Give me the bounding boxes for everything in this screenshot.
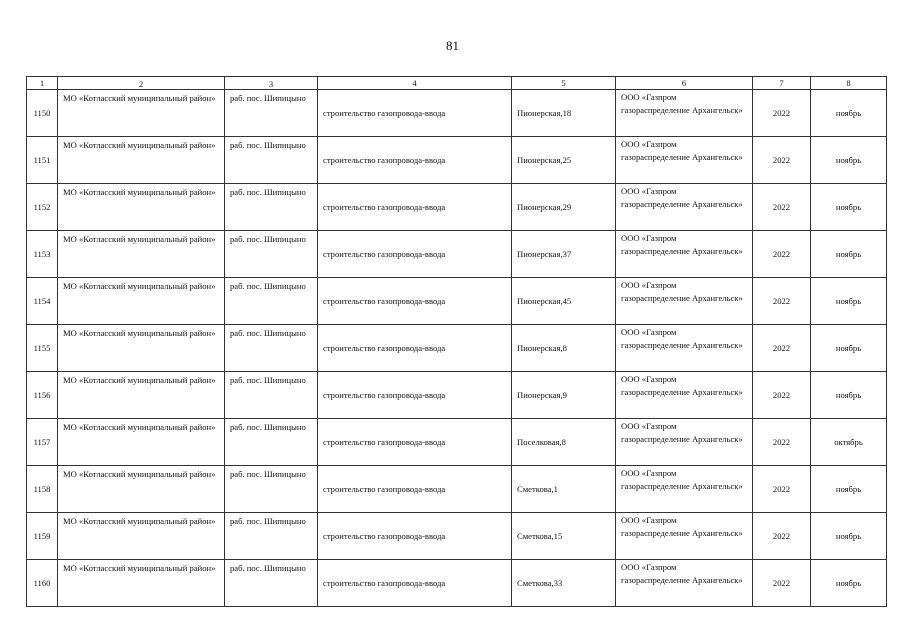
month-cell: ноябрь xyxy=(811,184,887,231)
row-number-cell: 1153 xyxy=(27,231,58,278)
settlement-cell: раб. пос. Шипицыно xyxy=(225,325,318,372)
address-cell: Пионерская,8 xyxy=(512,325,616,372)
column-header-8: 8 xyxy=(811,77,887,90)
column-header-7: 7 xyxy=(753,77,811,90)
settlement-cell: раб. пос. Шипицыно xyxy=(225,231,318,278)
address-cell: Пионерская,45 xyxy=(512,278,616,325)
address-cell: Пионерская,25 xyxy=(512,137,616,184)
work-type-cell: строительство газопровода-ввода xyxy=(318,231,512,278)
municipality-cell: МО «Котласский муниципальный район» xyxy=(58,184,225,231)
table-row xyxy=(27,137,887,184)
work-type-cell: строительство газопровода-ввода xyxy=(318,372,512,419)
table-row xyxy=(27,560,887,607)
municipality-cell: МО «Котласский муниципальный район» xyxy=(58,560,225,607)
header-row xyxy=(27,77,887,90)
month-cell: октябрь xyxy=(811,419,887,466)
row-number-cell: 1152 xyxy=(27,184,58,231)
organization-cell: ООО «Газпром газораспределение Архангельск» xyxy=(616,184,753,231)
gasification-table xyxy=(26,76,887,607)
year-cell: 2022 xyxy=(753,513,811,560)
municipality-cell: МО «Котласский муниципальный район» xyxy=(58,137,225,184)
organization-cell: ООО «Газпром газораспределение Архангельск» xyxy=(616,372,753,419)
table-row xyxy=(27,466,887,513)
work-type-cell: строительство газопровода-ввода xyxy=(318,184,512,231)
row-number-cell: 1157 xyxy=(27,419,58,466)
month-cell: ноябрь xyxy=(811,137,887,184)
year-cell: 2022 xyxy=(753,90,811,137)
municipality-cell: МО «Котласский муниципальный район» xyxy=(58,90,225,137)
settlement-cell: раб. пос. Шипицыно xyxy=(225,419,318,466)
year-cell: 2022 xyxy=(753,278,811,325)
work-type-cell: строительство газопровода-ввода xyxy=(318,513,512,560)
work-type-cell: строительство газопровода-ввода xyxy=(318,560,512,607)
row-number-cell: 1160 xyxy=(27,560,58,607)
year-cell: 2022 xyxy=(753,560,811,607)
municipality-cell: МО «Котласский муниципальный район» xyxy=(58,513,225,560)
row-number-cell: 1159 xyxy=(27,513,58,560)
organization-cell: ООО «Газпром газораспределение Архангельск» xyxy=(616,466,753,513)
table-body xyxy=(27,90,887,607)
settlement-cell: раб. пос. Шипицыно xyxy=(225,466,318,513)
municipality-cell: МО «Котласский муниципальный район» xyxy=(58,231,225,278)
year-cell: 2022 xyxy=(753,325,811,372)
organization-cell: ООО «Газпром газораспределение Архангельск» xyxy=(616,137,753,184)
address-cell: Пионерская,9 xyxy=(512,372,616,419)
settlement-cell: раб. пос. Шипицыно xyxy=(225,513,318,560)
municipality-cell: МО «Котласский муниципальный район» xyxy=(58,372,225,419)
address-cell: Сметкова,1 xyxy=(512,466,616,513)
address-cell: Сметкова,15 xyxy=(512,513,616,560)
row-number-cell: 1150 xyxy=(27,90,58,137)
month-cell: ноябрь xyxy=(811,372,887,419)
month-cell: ноябрь xyxy=(811,513,887,560)
organization-cell: ООО «Газпром газораспределение Архангельск» xyxy=(616,325,753,372)
column-header-6: 6 xyxy=(616,77,753,90)
column-header-5: 5 xyxy=(512,77,616,90)
month-cell: ноябрь xyxy=(811,278,887,325)
year-cell: 2022 xyxy=(753,419,811,466)
organization-cell: ООО «Газпром газораспределение Архангельск» xyxy=(616,419,753,466)
address-cell: Пионерская,29 xyxy=(512,184,616,231)
work-type-cell: строительство газопровода-ввода xyxy=(318,90,512,137)
table-row xyxy=(27,184,887,231)
year-cell: 2022 xyxy=(753,231,811,278)
table-row xyxy=(27,90,887,137)
page-number: 81 xyxy=(446,38,459,53)
column-header-1: 1 xyxy=(27,77,58,90)
municipality-cell: МО «Котласский муниципальный район» xyxy=(58,419,225,466)
settlement-cell: раб. пос. Шипицыно xyxy=(225,137,318,184)
table-row xyxy=(27,325,887,372)
month-cell: ноябрь xyxy=(811,466,887,513)
table-row xyxy=(27,419,887,466)
work-type-cell: строительство газопровода-ввода xyxy=(318,466,512,513)
row-number-cell: 1156 xyxy=(27,372,58,419)
year-cell: 2022 xyxy=(753,372,811,419)
settlement-cell: раб. пос. Шипицыно xyxy=(225,560,318,607)
year-cell: 2022 xyxy=(753,184,811,231)
year-cell: 2022 xyxy=(753,137,811,184)
address-cell: Поселковая,8 xyxy=(512,419,616,466)
month-cell: ноябрь xyxy=(811,560,887,607)
month-cell: ноябрь xyxy=(811,90,887,137)
address-cell: Пионерская,37 xyxy=(512,231,616,278)
table-row xyxy=(27,231,887,278)
organization-cell: ООО «Газпром газораспределение Архангельск» xyxy=(616,90,753,137)
organization-cell: ООО «Газпром газораспределение Архангельск» xyxy=(616,231,753,278)
column-header-2: 2 xyxy=(58,77,225,90)
municipality-cell: МО «Котласский муниципальный район» xyxy=(58,466,225,513)
table-row xyxy=(27,513,887,560)
column-header-4: 4 xyxy=(318,77,512,90)
row-number-cell: 1155 xyxy=(27,325,58,372)
work-type-cell: строительство газопровода-ввода xyxy=(318,419,512,466)
address-cell: Сметкова,33 xyxy=(512,560,616,607)
municipality-cell: МО «Котласский муниципальный район» xyxy=(58,325,225,372)
row-number-cell: 1151 xyxy=(27,137,58,184)
table-header xyxy=(27,77,887,90)
organization-cell: ООО «Газпром газораспределение Архангельск» xyxy=(616,278,753,325)
month-cell: ноябрь xyxy=(811,231,887,278)
row-number-cell: 1154 xyxy=(27,278,58,325)
organization-cell: ООО «Газпром газораспределение Архангельск» xyxy=(616,513,753,560)
settlement-cell: раб. пос. Шипицыно xyxy=(225,372,318,419)
column-header-3: 3 xyxy=(225,77,318,90)
table-row xyxy=(27,372,887,419)
municipality-cell: МО «Котласский муниципальный район» xyxy=(58,278,225,325)
settlement-cell: раб. пос. Шипицыно xyxy=(225,278,318,325)
year-cell: 2022 xyxy=(753,466,811,513)
settlement-cell: раб. пос. Шипицыно xyxy=(225,184,318,231)
table-row xyxy=(27,278,887,325)
row-number-cell: 1158 xyxy=(27,466,58,513)
settlement-cell: раб. пос. Шипицыно xyxy=(225,90,318,137)
work-type-cell: строительство газопровода-ввода xyxy=(318,137,512,184)
work-type-cell: строительство газопровода-ввода xyxy=(318,325,512,372)
address-cell: Пионерская,18 xyxy=(512,90,616,137)
organization-cell: ООО «Газпром газораспределение Архангельск» xyxy=(616,560,753,607)
work-type-cell: строительство газопровода-ввода xyxy=(318,278,512,325)
month-cell: ноябрь xyxy=(811,325,887,372)
